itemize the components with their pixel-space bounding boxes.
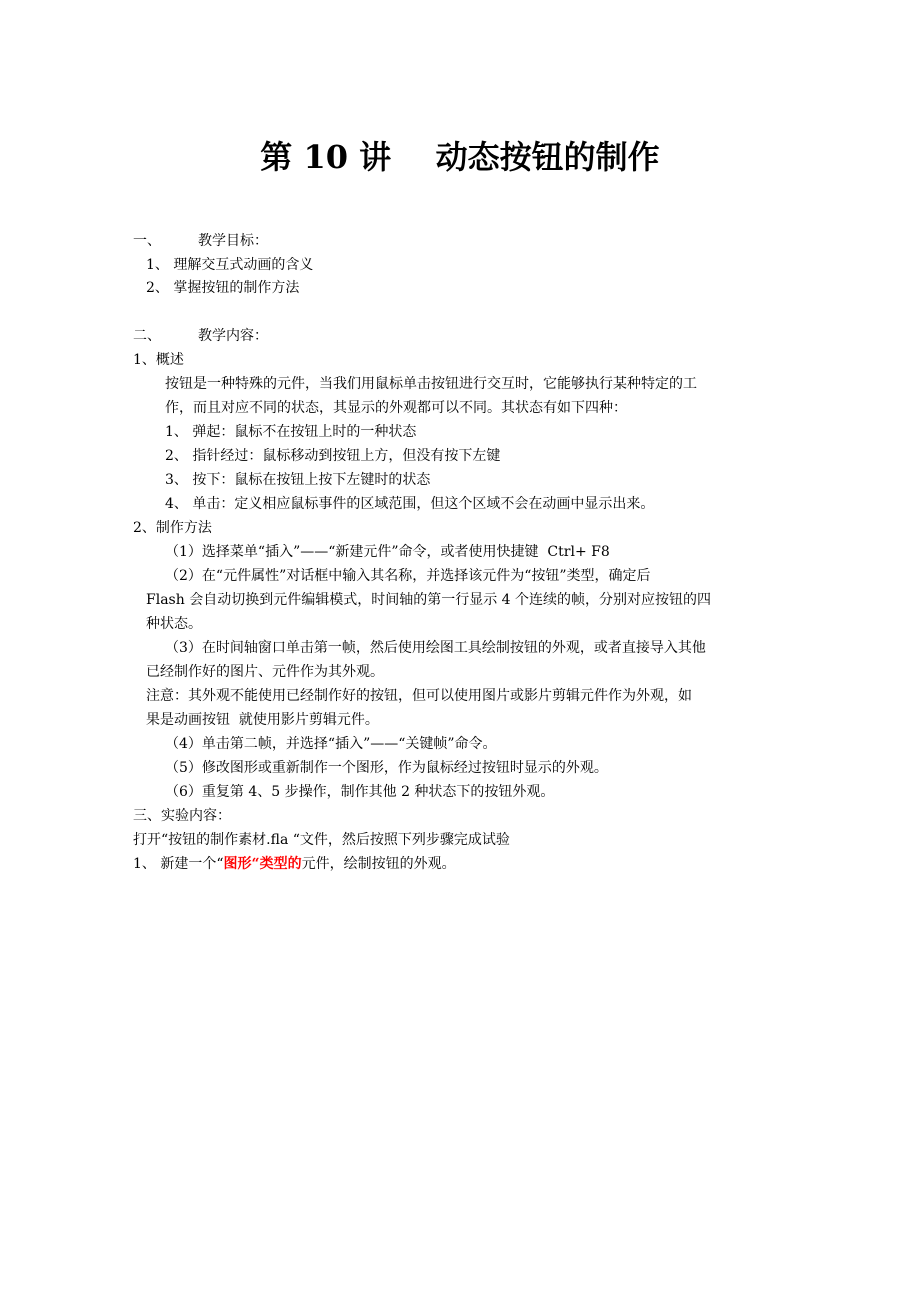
method-step: 已经制作好的图片、元件作为其外观。 — [146, 664, 384, 680]
section1-number: 一、 — [133, 233, 161, 249]
item-prefix: 1、 新建一个“ — [133, 856, 224, 872]
section3-intro: 打开“按钮的制作素材.fla “文件，然后按照下列步骤完成试验 — [133, 832, 510, 848]
section2-number: 二、 — [133, 328, 161, 344]
overview-heading: 1、概述 — [133, 352, 184, 368]
overview-paragraph: 作，而且对应不同的状态，其显示的外观都可以不同。其状态有如下四种： — [165, 400, 627, 416]
method-heading: 2、制作方法 — [133, 520, 212, 536]
list-item — [133, 853, 456, 875]
highlight-text: 图形“类型的 — [223, 856, 302, 872]
note: 果是动画按钮 就使用影片剪辑元件。 — [146, 712, 379, 728]
list-item: 1、 弹起：鼠标不在按钮上时的一种状态 — [165, 424, 417, 440]
section1-heading: 教学目标： — [198, 233, 268, 249]
page-title: 第 10 讲 动态按钮的制作 — [260, 138, 660, 176]
method-step: 种状态。 — [146, 616, 202, 632]
overview-paragraph: 按钮是一种特殊的元件，当我们用鼠标单击按钮进行交互时，它能够执行某种特定的工 — [165, 376, 697, 392]
note: 注意：其外观不能使用已经制作好的按钮，但可以使用图片或影片剪辑元件作为外观，如 — [146, 688, 692, 704]
method-step: （3）在时间轴窗口单击第一帧，然后使用绘图工具绘制按钮的外观，或者直接导入其他 — [165, 640, 706, 656]
section2-heading: 教学内容： — [198, 328, 268, 344]
method-step: （1）选择菜单“插入”——“新建元件”命令，或者使用快捷键 Ctrl+ F8 — [165, 544, 610, 560]
method-step: （6）重复第 4、5 步操作，制作其他 2 种状态下的按钮外观。 — [165, 784, 555, 800]
list-item: 1、 理解交互式动画的含义 — [146, 257, 314, 273]
method-step: （5）修改图形或重新制作一个图形，作为鼠标经过按钮时显示的外观。 — [165, 760, 608, 776]
list-item: 2、 掌握按钮的制作方法 — [146, 280, 300, 296]
method-step: （2）在“元件属性”对话框中输入其名称，并选择该元件为“按钮”类型，确定后 — [165, 568, 651, 584]
section3-heading: 三、实验内容： — [133, 808, 231, 824]
list-item: 4、 单击：定义相应鼠标事件的区域范围，但这个区域不会在动画中显示出来。 — [165, 496, 655, 512]
list-item: 2、 指针经过：鼠标移动到按钮上方，但没有按下左键 — [165, 448, 501, 464]
list-item: 3、 按下：鼠标在按钮上按下左键时的状态 — [165, 472, 431, 488]
item-suffix: 元件，绘制按钮的外观。 — [301, 856, 456, 872]
method-step: Flash 会自动切换到元件编辑模式，时间轴的第一行显示 4 个连续的帧，分别对应按钮的四 — [146, 592, 711, 608]
method-step: （4）单击第二帧，并选择“插入”——“关键帧”命令。 — [165, 736, 497, 752]
